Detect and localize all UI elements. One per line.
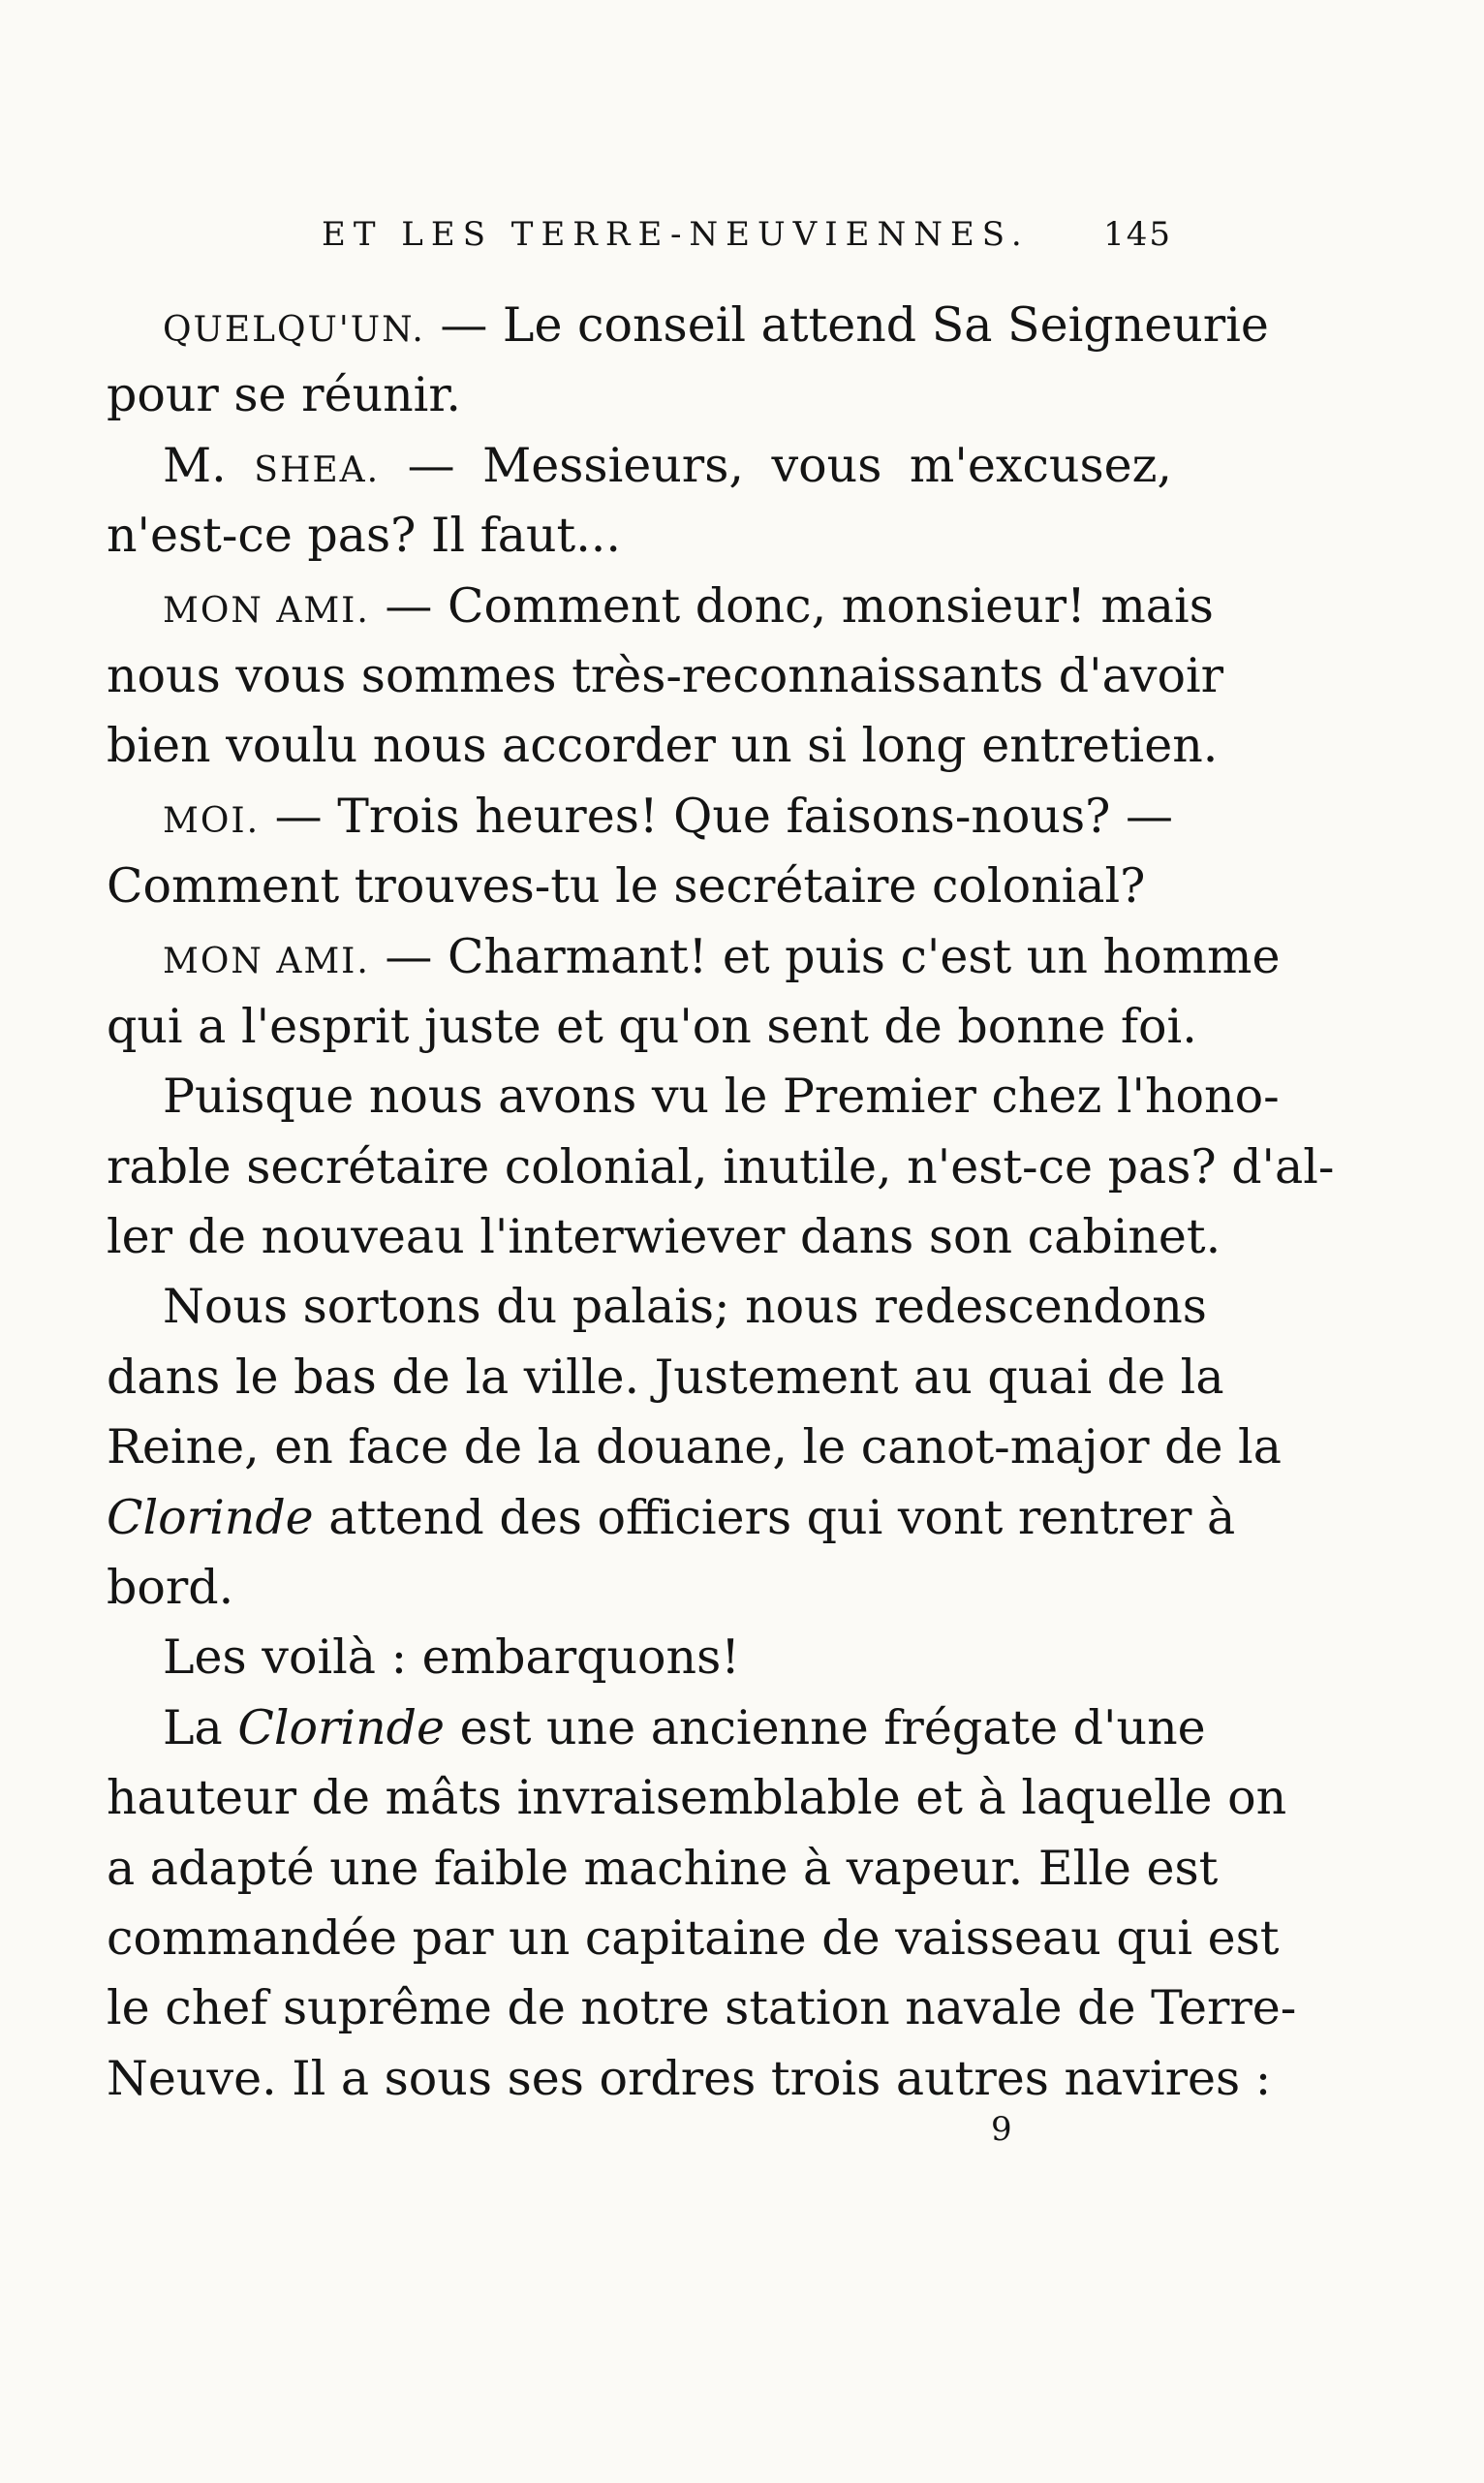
text-line: n'est-ce pas? Il faut... xyxy=(107,508,621,564)
line-text: La xyxy=(163,1699,238,1755)
text-line: hauteur de mâts invraisemblable et à laquelle on xyxy=(107,1770,1287,1826)
text-line xyxy=(107,782,1172,852)
text-line: nous vous sommes très-reconnaissants d'avoir xyxy=(107,647,1224,703)
line-text: — Le conseil attend Sa Seigneurie xyxy=(424,297,1269,353)
text-line: Nous sortons du palais; nous redescendons xyxy=(163,1279,1207,1335)
text-line: qui a l'esprit juste et qu'on sent de bonne foi. xyxy=(107,998,1197,1054)
line-text: — Charmant! et puis c'est un homme xyxy=(369,928,1281,984)
text-line: Neuve. Il a sous ses ordres trois autres navires : xyxy=(107,2050,1272,2106)
text-line: Les voilà : embarquons! xyxy=(163,1629,740,1686)
text-line: Puisque nous avons vu le Premier chez l'hono- xyxy=(163,1069,1280,1125)
text-line xyxy=(107,291,1269,360)
text-line: bien voulu nous accorder un si long entretien. xyxy=(107,718,1219,774)
text-line: ler de nouveau l'interwiever dans son cabinet. xyxy=(107,1209,1221,1265)
line-text: — Trois heures! Que faisons-nous? — xyxy=(260,788,1173,844)
line-text: — Messieurs, vous m'excusez, xyxy=(380,437,1172,493)
line-text: M. xyxy=(163,437,255,493)
running-title: ET LES TERRE-NEUVIENNES. xyxy=(322,215,1030,254)
body-text xyxy=(107,291,1335,2114)
page-number: 145 xyxy=(1103,215,1172,254)
line-text: est une ancienne frégate d'une xyxy=(445,1699,1206,1755)
text-line: pour se réunir. xyxy=(107,367,461,423)
line-text: attend des officiers qui vont rentrer à xyxy=(313,1489,1236,1545)
text-line: Reine, en face de la douane, le canot-major de la xyxy=(107,1419,1282,1475)
speaker-name: QUELQU'UN. xyxy=(163,310,425,350)
speaker-name: MOI. xyxy=(163,800,261,841)
text-line xyxy=(107,431,1172,501)
speaker-name: SHEA. xyxy=(254,450,381,490)
text-line: Comment trouves-tu le secrétaire colonial? xyxy=(107,858,1146,915)
text-line xyxy=(107,1483,1236,1553)
speaker-name: MON AMI. xyxy=(163,941,370,981)
text-line: bord. xyxy=(107,1560,234,1616)
line-text: — Comment donc, monsieur! mais xyxy=(369,577,1214,634)
text-line xyxy=(107,572,1214,641)
ship-name: Clorinde xyxy=(107,1489,314,1545)
text-line: rable secrétaire colonial, inutile, n'est-ce pas? d'al- xyxy=(107,1138,1335,1195)
page-header xyxy=(107,215,1172,262)
text-line xyxy=(107,922,1281,992)
text-line: le chef suprême de notre station navale de Terre- xyxy=(107,1980,1297,2036)
text-line xyxy=(107,1693,1206,1763)
ship-name: Clorinde xyxy=(237,1699,446,1755)
text-line: commandée par un capitaine de vaisseau qui est xyxy=(107,1909,1280,1966)
signature-mark: 9 xyxy=(991,2110,1012,2149)
text-line: dans le bas de la ville. Justement au quai de la xyxy=(107,1349,1224,1405)
speaker-name: MON AMI. xyxy=(163,590,370,631)
text-line: a adapté une faible machine à vapeur. Elle est xyxy=(107,1840,1219,1896)
